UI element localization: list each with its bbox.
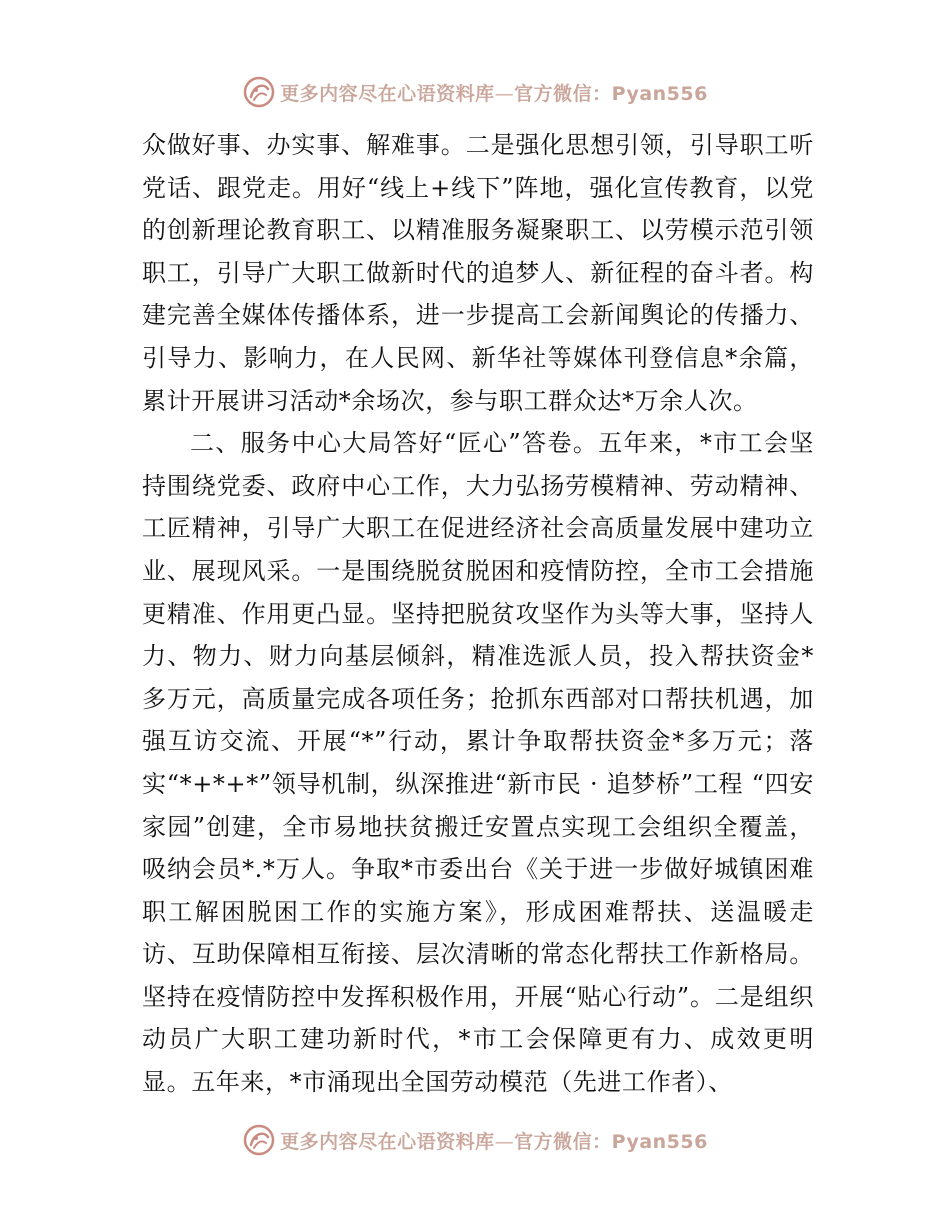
watermark-header	[0, 72, 950, 112]
watermark-brand: 更多内容尽在心语资料库	[280, 82, 495, 105]
watermark-separator: —	[494, 82, 515, 105]
brand-logo-icon	[242, 1123, 276, 1157]
watermark-brand: 更多内容尽在心语资料库	[280, 1130, 495, 1153]
watermark-text	[280, 1127, 708, 1154]
document-body	[142, 124, 814, 1104]
brand-logo-icon	[242, 75, 276, 109]
paragraph-1: 众做好事、办实事、解难事。二是强化思想引领，引导职工听党话、跟党走。用好“线上+线下”阵地，强化宣传教育，以党的创新理论教育职工、以精准服务凝聚职工、以劳模示范引领职工，引导广大职工做新时代的追梦人、新征程的奋斗者。构建完善全媒体传播体系，进一步提高工会新闻舆论的传播力、引导力、影响力，在人民网、新华社等媒体刊登信息*余篇，累计开展讲习活动*余场次，参与职工群众达*万余人次。	[142, 131, 814, 415]
watermark-footer	[0, 1120, 950, 1160]
watermark-separator: —	[494, 1130, 515, 1153]
watermark-text	[280, 79, 708, 106]
watermark-contact: 官方微信：Pyan556	[514, 82, 708, 105]
paragraph-2: 二、服务中心大局答好“匠心”答卷。五年来，*市工会坚持围绕党委、政府中心工作，大力弘扬劳模精神、劳动精神、工匠精神，引导广大职工在促进经济社会高质量发展中建功立业、展现风采。一是围绕脱贫脱困和疫情防控，全市工会措施更精准、作用更凸显。坚持把脱贫攻坚作为头等大事，坚持人力、物力、财力向基层倾斜，精准选派人员，投入帮扶资金*多万元，高质量完成各项任务；抢抓东西部对口帮扶机遇，加强互访交流、开展“*”行动，累计争取帮扶资金*多万元；落实“*+*+*”领导机制，纵深推进“新市民 · 追梦桥”工程 “四安家园”创建，全市易地扶贫搬迁安置点实现工会组织全覆盖，吸纳会员*.*万人。争取*市委出台《关于进一步做好城镇困难职工解困脱困工作的实施方案》，形成困难帮扶、送温暖走访、互助保障相互衔接、层次清晰的常态化帮扶工作新格局。坚持在疫情防控中发挥积极作用，开展“贴心行动”。二是组织动员广大职工建功新时代，*市工会保障更有力、成效更明显。五年来，*市涌现出全国劳动模范（先进工作者）、	[142, 429, 814, 1097]
watermark-contact: 官方微信：Pyan556	[514, 1130, 708, 1153]
